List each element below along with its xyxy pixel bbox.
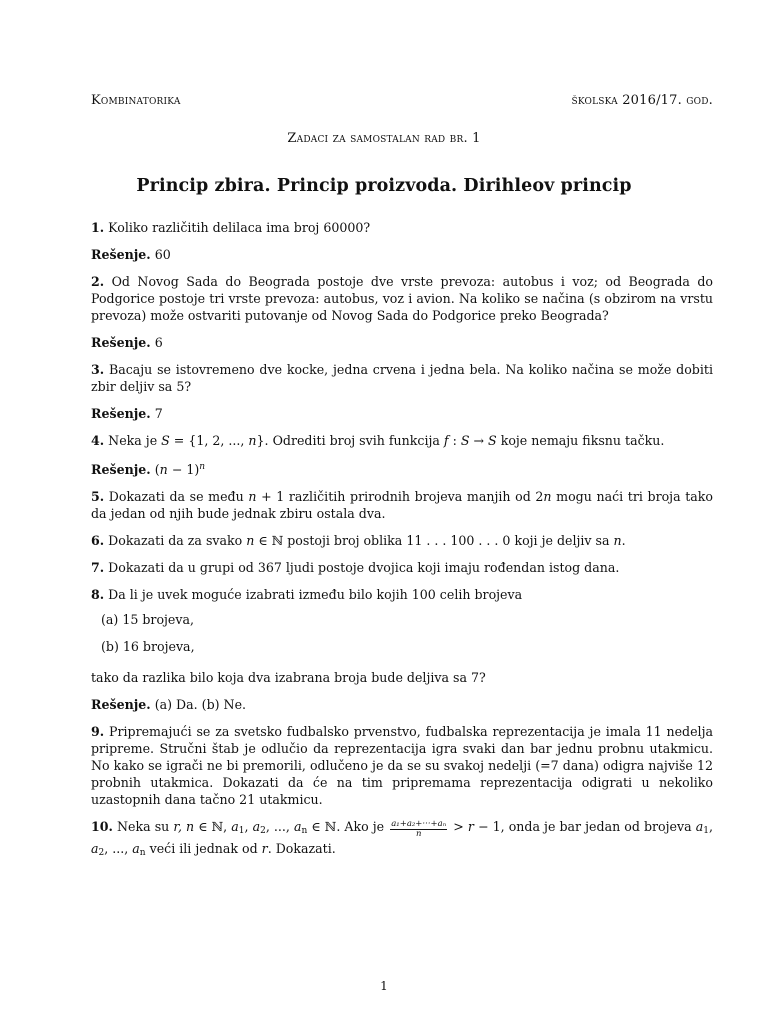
problem-list (91, 219, 713, 872)
problem-5: 5. Dokazati da se među n + 1 različitih prirodnih brojeva manjih od 2n mogu naći tri broja tako da jedan od njih bude jednak zbiru ostala dva. (91, 489, 713, 521)
course-name: Kombinatorika (91, 93, 181, 108)
solution-8: Rešenje. (a) Da. (b) Ne. (91, 697, 247, 712)
problem-9: 9. Pripremajući se za svetsko fudbalsko prvenstvo, fudbalska reprezentacija je imala 11 nedelja pripreme. Stručni štab je odlučio da reprezentacija igra svaki dan bar jednu probnu utakmicu. No kako se igrači ne bi premorili, odlučeno je da se su svakoj nedelji (=7 dana) odigra najviše 12 probnih utakmica. Dokazati da će na tim pripremama reprezentacija odigrati u nekoliko uzastopnih dana tačno 21 utakmicu. (91, 724, 713, 807)
problem-8-continuation: tako da razlika bilo koja dva izabrana broja bude deljiva sa 7? (91, 670, 486, 685)
solution-3: Rešenje. 7 (91, 406, 163, 421)
problem-4: 4. Neka je S = {1, 2, ..., n}. Odrediti broj svih funkcija f : S → S koje nemaju fiksnu tačku. (91, 433, 665, 448)
page-number: 1 (380, 979, 388, 993)
problem-1: 1. Koliko različitih delilaca ima broj 60000? (91, 220, 371, 235)
assignment-subtitle: Zadaci za samostalan rad br. 1 (287, 131, 481, 146)
problem-10: 10. Neka su r, n ∈ ℕ, $a_1$, $a_2$, ..., $a_n$ ∈ ℕ. Ako je $\frac{\text{a₁+a₂+···+aₙ}}{n}$ > r − 1, onda je bar jedan od brojeva $a_1$, $a_2$, ..., $a_n$ veći ili jednak od r. Dokazati. (91, 819, 713, 858)
problem-8: 8. Da li je uvek moguće izabrati između bilo kojih 100 celih brojeva (91, 587, 523, 602)
solution-2: Rešenje. 6 (91, 335, 163, 350)
solution-4: Rešenje. $(n - 1)^n$ (91, 462, 206, 477)
problem-8-options (91, 611, 713, 655)
option-a: (a) 15 brojeva, (101, 612, 195, 627)
problem-3: 3. Bacaju se istovremeno dve kocke, jedna crvena i jedna bela. Na koliko načina se može dobiti zbir deljiv sa 5? (91, 362, 713, 394)
problem-6: 6. Dokazati da za svako n ∈ ℕ postoji broj oblika 11 . . . 100 . . . 0 koji je deljiv sa n. (91, 533, 626, 548)
page-title: Princip zbira. Princip proizvoda. Dirihleov princip (136, 176, 632, 196)
problem-2: 2. Od Novog Sada do Beograda postoje dve vrste prevoza: autobus i voz; od Beograda do Podgorice postoje tri vrste prevoza: autobus, voz i avion. Na koliko se načina (s obzirom na vrstu prevoza) može ostvariti putovanje od Novog Sada do Podgorice preko Beograda? (91, 274, 714, 323)
solution-1: Rešenje. 60 (91, 247, 171, 262)
page-header (91, 93, 713, 108)
option-b: (b) 16 brojeva, (101, 639, 195, 654)
average-fraction: $\frac{\text{a₁+a₂+···+aₙ}}{n}$ (391, 819, 447, 839)
school-year: školska 2016/17. god. (571, 93, 713, 108)
problem-7: 7. Dokazati da u grupi od 367 ljudi postoje dvojica koji imaju rođendan istog dana. (91, 560, 620, 575)
